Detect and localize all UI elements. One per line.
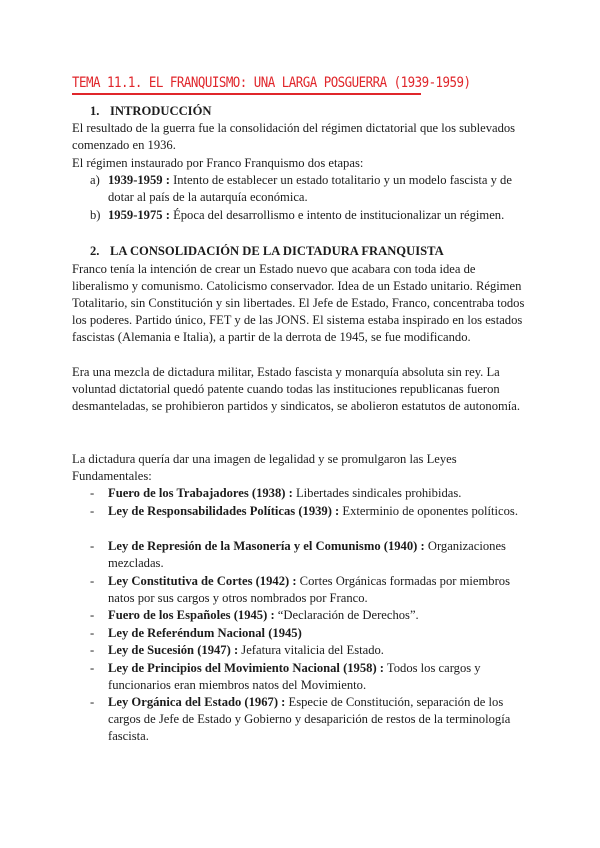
law-name: Ley de Represión de la Masonería y el Comunismo (1940) : bbox=[108, 539, 425, 553]
stage-item-b bbox=[90, 207, 534, 224]
section-2-paragraph-1: Franco tenía la intención de crear un Estado nuevo que acabara con toda idea de liberalismo y comunismo. Catolicismo conservador. Idea de un Estado unitario. Régimen Totalitario, sin Constitución y sin libertades. El Jefe de Estado, Franco, concentraba todos los poderes. Partido único, FET y de las JONS. El sistema estaba inspirado en los estados fascistas (Alemania e Italia), a partir de la derrota de 1945, se fue modificando. bbox=[72, 262, 525, 344]
section-2-number: 2. bbox=[90, 244, 100, 258]
section-2-paragraph-2: Era una mezcla de dictadura militar, Estado fascista y monarquía absoluta sin rey. La voluntad dictatorial quedó patente cuando todas las instituciones republicanas fueron desmanteladas, se prohibieron partidos y sindicatos, se abolieron estatutos de autonomía. bbox=[72, 365, 521, 413]
law-name: Ley Constitutiva de Cortes (1942) : bbox=[108, 574, 297, 588]
section-1-heading bbox=[90, 103, 211, 120]
section-2-paragraph-3: La dictadura quería dar una imagen de legalidad y se promulgaron las Leyes Fundamentales: bbox=[72, 452, 457, 483]
stage-text: Intento de establecer un estado totalitario y un modelo fascista y de dotar al país de la autarquía económica. bbox=[108, 173, 512, 204]
title-underline bbox=[72, 93, 421, 95]
law-description: Organizaciones mezcladas. bbox=[108, 539, 506, 570]
law-name: Fuero de los Trabajadores (1938) : bbox=[108, 486, 293, 500]
law-name: Fuero de los Españoles (1945) : bbox=[108, 608, 275, 622]
law-item: - Ley de Represión de la Masonería y el Comunismo (1940) : Organizaciones mezcladas. bbox=[90, 539, 506, 570]
section-2-heading bbox=[90, 243, 444, 260]
law-name: Ley de Principios del Movimiento Nacional (1958) : bbox=[108, 661, 384, 675]
stage-label: 1939-1959 : bbox=[108, 173, 170, 187]
law-item: - Ley Constitutiva de Cortes (1942) : Cortes Orgánicas formadas por miembros natos por sus cargos y otros nombrados por Franco. bbox=[90, 574, 510, 605]
law-description: “Declaración de Derechos”. bbox=[274, 608, 419, 622]
document-title: TEMA 11.1. EL FRANQUISMO: UNA LARGA POSGUERRA (1939-1959) bbox=[72, 75, 471, 91]
law-description: Todos los cargos y funcionarios eran miembros natos del Movimiento. bbox=[108, 661, 481, 692]
stage-label: 1959-1975 : bbox=[108, 208, 170, 222]
law-item: - Ley Orgánica del Estado (1967) : Especie de Constitución, separación de los cargos de Jefe de Estado y Gobierno y desaparición de restos de la terminología fascista. bbox=[90, 695, 511, 743]
law-item: - Ley de Responsabilidades Políticas (1939) : Exterminio de oponentes políticos. bbox=[90, 504, 518, 518]
law-name: Ley de Sucesión (1947) : bbox=[108, 643, 239, 657]
stage-text: Época del desarrollismo e intento de institucionalizar un régimen. bbox=[169, 208, 505, 222]
stage-marker: b) bbox=[90, 208, 101, 222]
law-description: Jefatura vitalicia del Estado. bbox=[238, 643, 384, 657]
law-name: Ley de Referéndum Nacional (1945) bbox=[108, 626, 302, 640]
stage-marker: a) bbox=[90, 173, 100, 187]
section-1-title: INTRODUCCIÓN bbox=[110, 104, 212, 118]
law-item: - Ley de Referéndum Nacional (1945) bbox=[90, 626, 302, 640]
law-description: Especie de Constitución, separación de los cargos de Jefe de Estado y Gobierno y desaparición de restos de la terminología fascista. bbox=[108, 695, 511, 743]
law-item: - Ley de Sucesión (1947) : Jefatura vitalicia del Estado. bbox=[90, 643, 384, 657]
law-item: - Fuero de los Trabajadores (1938) : Libertades sindicales prohibidas. bbox=[90, 486, 462, 500]
law-item: - Ley de Principios del Movimiento Nacional (1958) : Todos los cargos y funcionarios eran miembros natos del Movimiento. bbox=[90, 661, 481, 692]
law-name: Ley Orgánica del Estado (1967) : bbox=[108, 695, 286, 709]
stage-item-a bbox=[90, 172, 534, 206]
section-1-number: 1. bbox=[90, 104, 100, 118]
section-1-paragraph-2: El régimen instaurado por Franco Franquismo dos etapas: bbox=[72, 156, 364, 170]
law-name: Ley de Responsabilidades Políticas (1939) : bbox=[108, 504, 340, 518]
law-item: - Fuero de los Españoles (1945) : “Declaración de Derechos”. bbox=[90, 608, 419, 622]
law-description: Exterminio de oponentes políticos. bbox=[339, 504, 518, 518]
section-2-title: LA CONSOLIDACIÓN DE LA DICTADURA FRANQUISTA bbox=[110, 244, 444, 258]
law-description: Libertades sindicales prohibidas. bbox=[292, 486, 462, 500]
section-1-paragraph-1: El resultado de la guerra fue la consolidación del régimen dictatorial que los sublevados comenzado en 1936. bbox=[72, 121, 516, 152]
law-description: Cortes Orgánicas formadas por miembros natos por sus cargos y otros nombrados por Franco. bbox=[108, 574, 510, 605]
